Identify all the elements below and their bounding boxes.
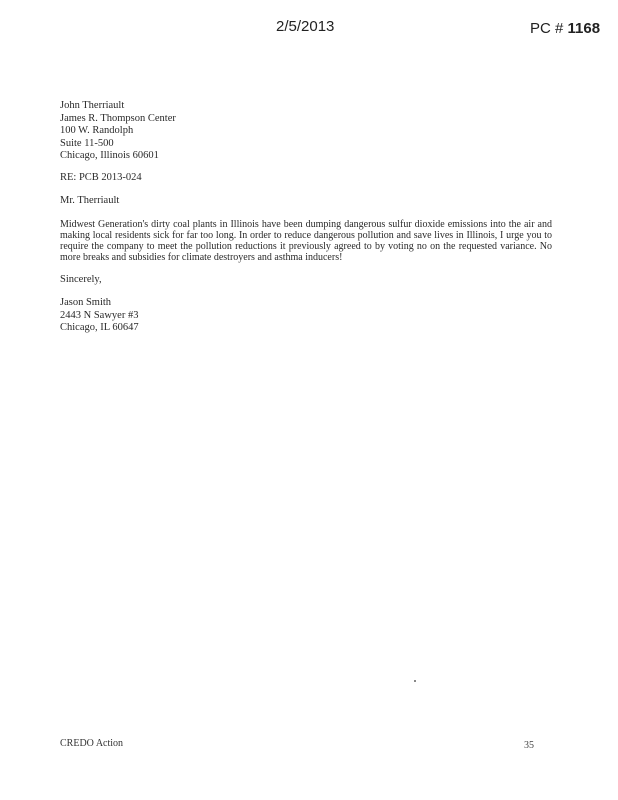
recipient-street: 100 W. Randolph bbox=[60, 125, 134, 136]
reference-line: RE: PCB 2013-024 bbox=[60, 171, 142, 183]
sender-block bbox=[60, 297, 552, 335]
recipient-suite: Suite 11-500 bbox=[60, 137, 114, 149]
recipient-building: James R. Thompson Center bbox=[60, 112, 176, 124]
pc-label: PC # bbox=[530, 20, 564, 37]
pc-number: 1168 bbox=[567, 20, 601, 37]
sender-name: Jason Smith bbox=[60, 297, 112, 308]
header-pc-number bbox=[530, 20, 600, 37]
footer-organization: CREDO Action bbox=[60, 738, 124, 749]
header-date: 2/5/2013 bbox=[276, 18, 335, 35]
letter-body bbox=[60, 100, 552, 335]
sender-street: 2443 N Sawyer #3 bbox=[60, 309, 139, 321]
scan-speck bbox=[414, 680, 416, 682]
footer-page-number: 35 bbox=[524, 740, 534, 751]
closing: Sincerely, bbox=[60, 273, 102, 285]
recipient-address bbox=[60, 100, 552, 163]
sender-city: Chicago, IL 60647 bbox=[60, 322, 139, 333]
letter-paragraph: Midwest Generation's dirty coal plants in Illinois have been dumping dangerous sulfur dioxide emissions into the air and making local residents sick for far too long. In order to reduce dangerous pollution and save lives in Illinois, I urge you to require the company to meet the pollution reductions it previously agreed to by voting no on the requested variance. No more breaks and subsidies for climate destroyers and asthma inducers! bbox=[60, 218, 552, 263]
recipient-name: John Therriault bbox=[60, 100, 125, 111]
recipient-city: Chicago, Illinois 60601 bbox=[60, 150, 159, 161]
salutation: Mr. Therriault bbox=[60, 195, 120, 206]
